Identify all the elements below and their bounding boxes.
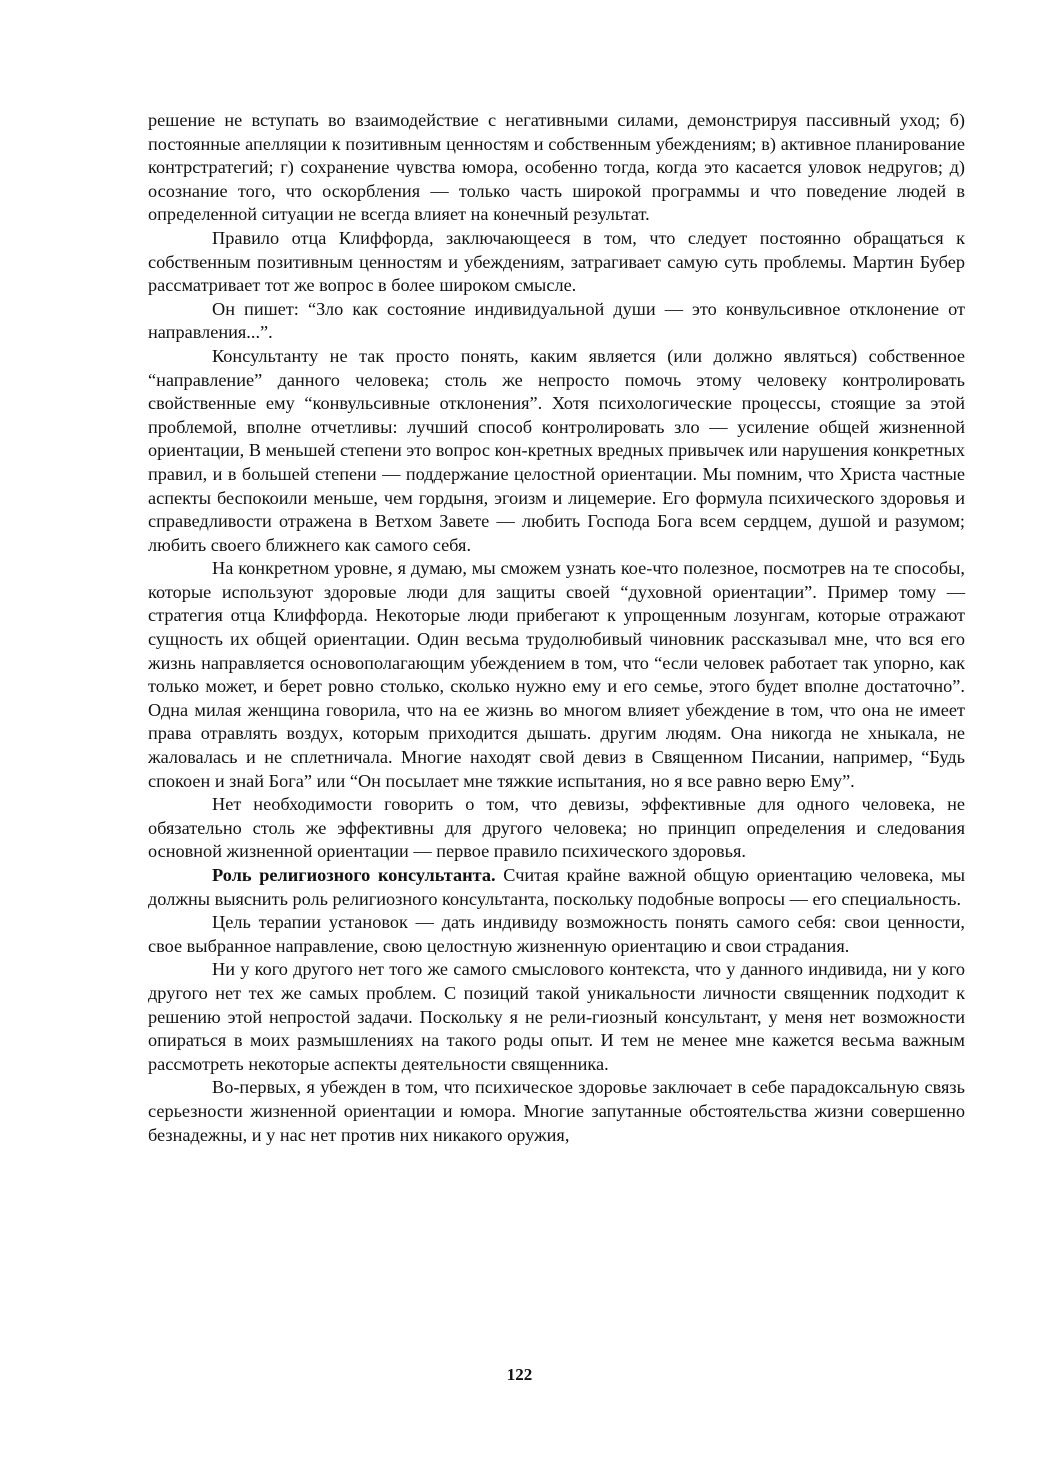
paragraph-text: решение не вступать во взаимодействие с негативными силами, демонстрируя пассивный уход; б) постоянные апелляции к позитивным ценностям и собственным убеждениям; в) активное планирование контрстратегий; г) сохранение чувства юмора, особенно тогда, когда это касается уловок недругов; д) осознание того, что оскорбления — только часть широкой программы и что поведение людей в определенной ситуации не всегда влияет на конечный результат. <box>148 110 965 225</box>
paragraph-text: Нет необходимости говорить о том, что девизы, эффективные для одного человека, не обязательно столь же эффективны для другого человека; но принцип определения и следования основной жизненной ориентации — первое правило психического здоровья. <box>148 794 965 862</box>
paragraph <box>148 958 965 1076</box>
paragraph <box>148 557 965 793</box>
paragraph <box>148 793 965 864</box>
page-number: 122 <box>506 1365 533 1384</box>
paragraph <box>148 911 965 958</box>
paragraph <box>148 298 965 345</box>
paragraph-text: На конкретном уровне, я думаю, мы сможем узнать кое-что полезное, посмотрев на те способы, которые используют здоровые люди для защиты своей “духовной ориентации”. Пример тому — стратегия отца Клиффорда. Некоторые люди прибегают к упрощенным лозунгам, которые отражают сущность их общей ориентации. Один весьма трудолюбивый чиновник рассказывал мне, что вся его жизнь направляется основополагающим убеждением в том, что “если человек работает так упорно, как только может, и берет ровно столько, сколько нужно ему и его семье, этого будет вполне достаточно”. Одна милая женщина говорила, что на ее жизнь во многом влияет убеждение в том, что она не имеет права отравлять воздух, которым приходится дышать. другим людям. Она никогда не хныкала, не жаловалась и не сплетничала. Многие находят свой девиз в Священном Писании, например, “Будь спокоен и знай Бога” или “Он посылает мне тяжкие испытания, но я все равно верю Ему”. <box>148 558 965 791</box>
section-heading: Роль религиозного консультанта. <box>212 865 496 885</box>
paragraph <box>148 227 965 298</box>
paragraph <box>148 345 965 557</box>
paragraph <box>148 1076 965 1147</box>
paragraph-text: Консультанту не так просто понять, каким является (или должно являться) собственное “направление” данного человека; столь же непросто помочь этому человеку контролировать свойственные ему “конвульсивные отклонения”. Хотя психологические процессы, стоящие за этой проблемой, вполне отчетливы: лучший способ контролировать зло — усиление общей жизненной ориентации, В меньшей степени это вопрос кон-кретных вредных привычек или нарушения конкретных правил, и в большей степени — поддержание целостной ориентации. Мы помним, что Христа частные аспекты беспокоили меньше, чем гордыня, эгоизм и лицемерие. Его формула психического здоровья и справедливости отражена в Ветхом Завете — любить Господа Бога всем сердцем, душой и разумом; любить своего ближнего как самого себя. <box>148 345 965 555</box>
page-body <box>148 109 965 1147</box>
paragraph-text: Он пишет: “Зло как состояние индивидуальной души — это конвульсивное отклонение от направления...”. <box>148 298 965 343</box>
paragraph-continuation <box>148 109 965 227</box>
paragraph-text: Правило отца Клиффорда, заключающееся в том, что следует постоянно обращаться к собственным позитивным ценностям и убеждениям, затрагивает самую суть проблемы. Мартин Бубер рассматривает тот же вопрос в более широком смысле. <box>148 227 965 296</box>
paragraph-with-heading <box>148 864 965 911</box>
paragraph-text: Считая крайне важной общую ориентацию человека, мы должны выяснить роль религиозного консультанта, поскольку подобные вопросы — его специальность. <box>148 865 965 909</box>
paragraph-text: Ни у кого другого нет того же самого смыслового контекста, что у данного индивида, ни у кого другого нет тех же самых проблем. С позиций такой уникальности личности священник подходит к решению этой непростой задачи. Поскольку я не рели-гиозный консультант, у меня нет возможности опираться в моих размышлениях на такого роды опыт. И тем не менее мне кажется весьма важным рассмотреть некоторые аспекты деятельности священника. <box>148 959 965 1074</box>
paragraph-text: Цель терапии установок — дать индивиду возможность понять самого себя: свои ценности, свое выбранное направление, свою целостную жизненную ориентацию и свои страдания. <box>148 912 965 956</box>
paragraph-text: Во-первых, я убежден в том, что психическое здоровье заключает в себе парадоксальную связь серьезности жизненной ориентации и юмора. Многие запутанные обстоятельства жизни совершенно безнадежны, и у нас нет против них никакого оружия, <box>148 1077 965 1145</box>
